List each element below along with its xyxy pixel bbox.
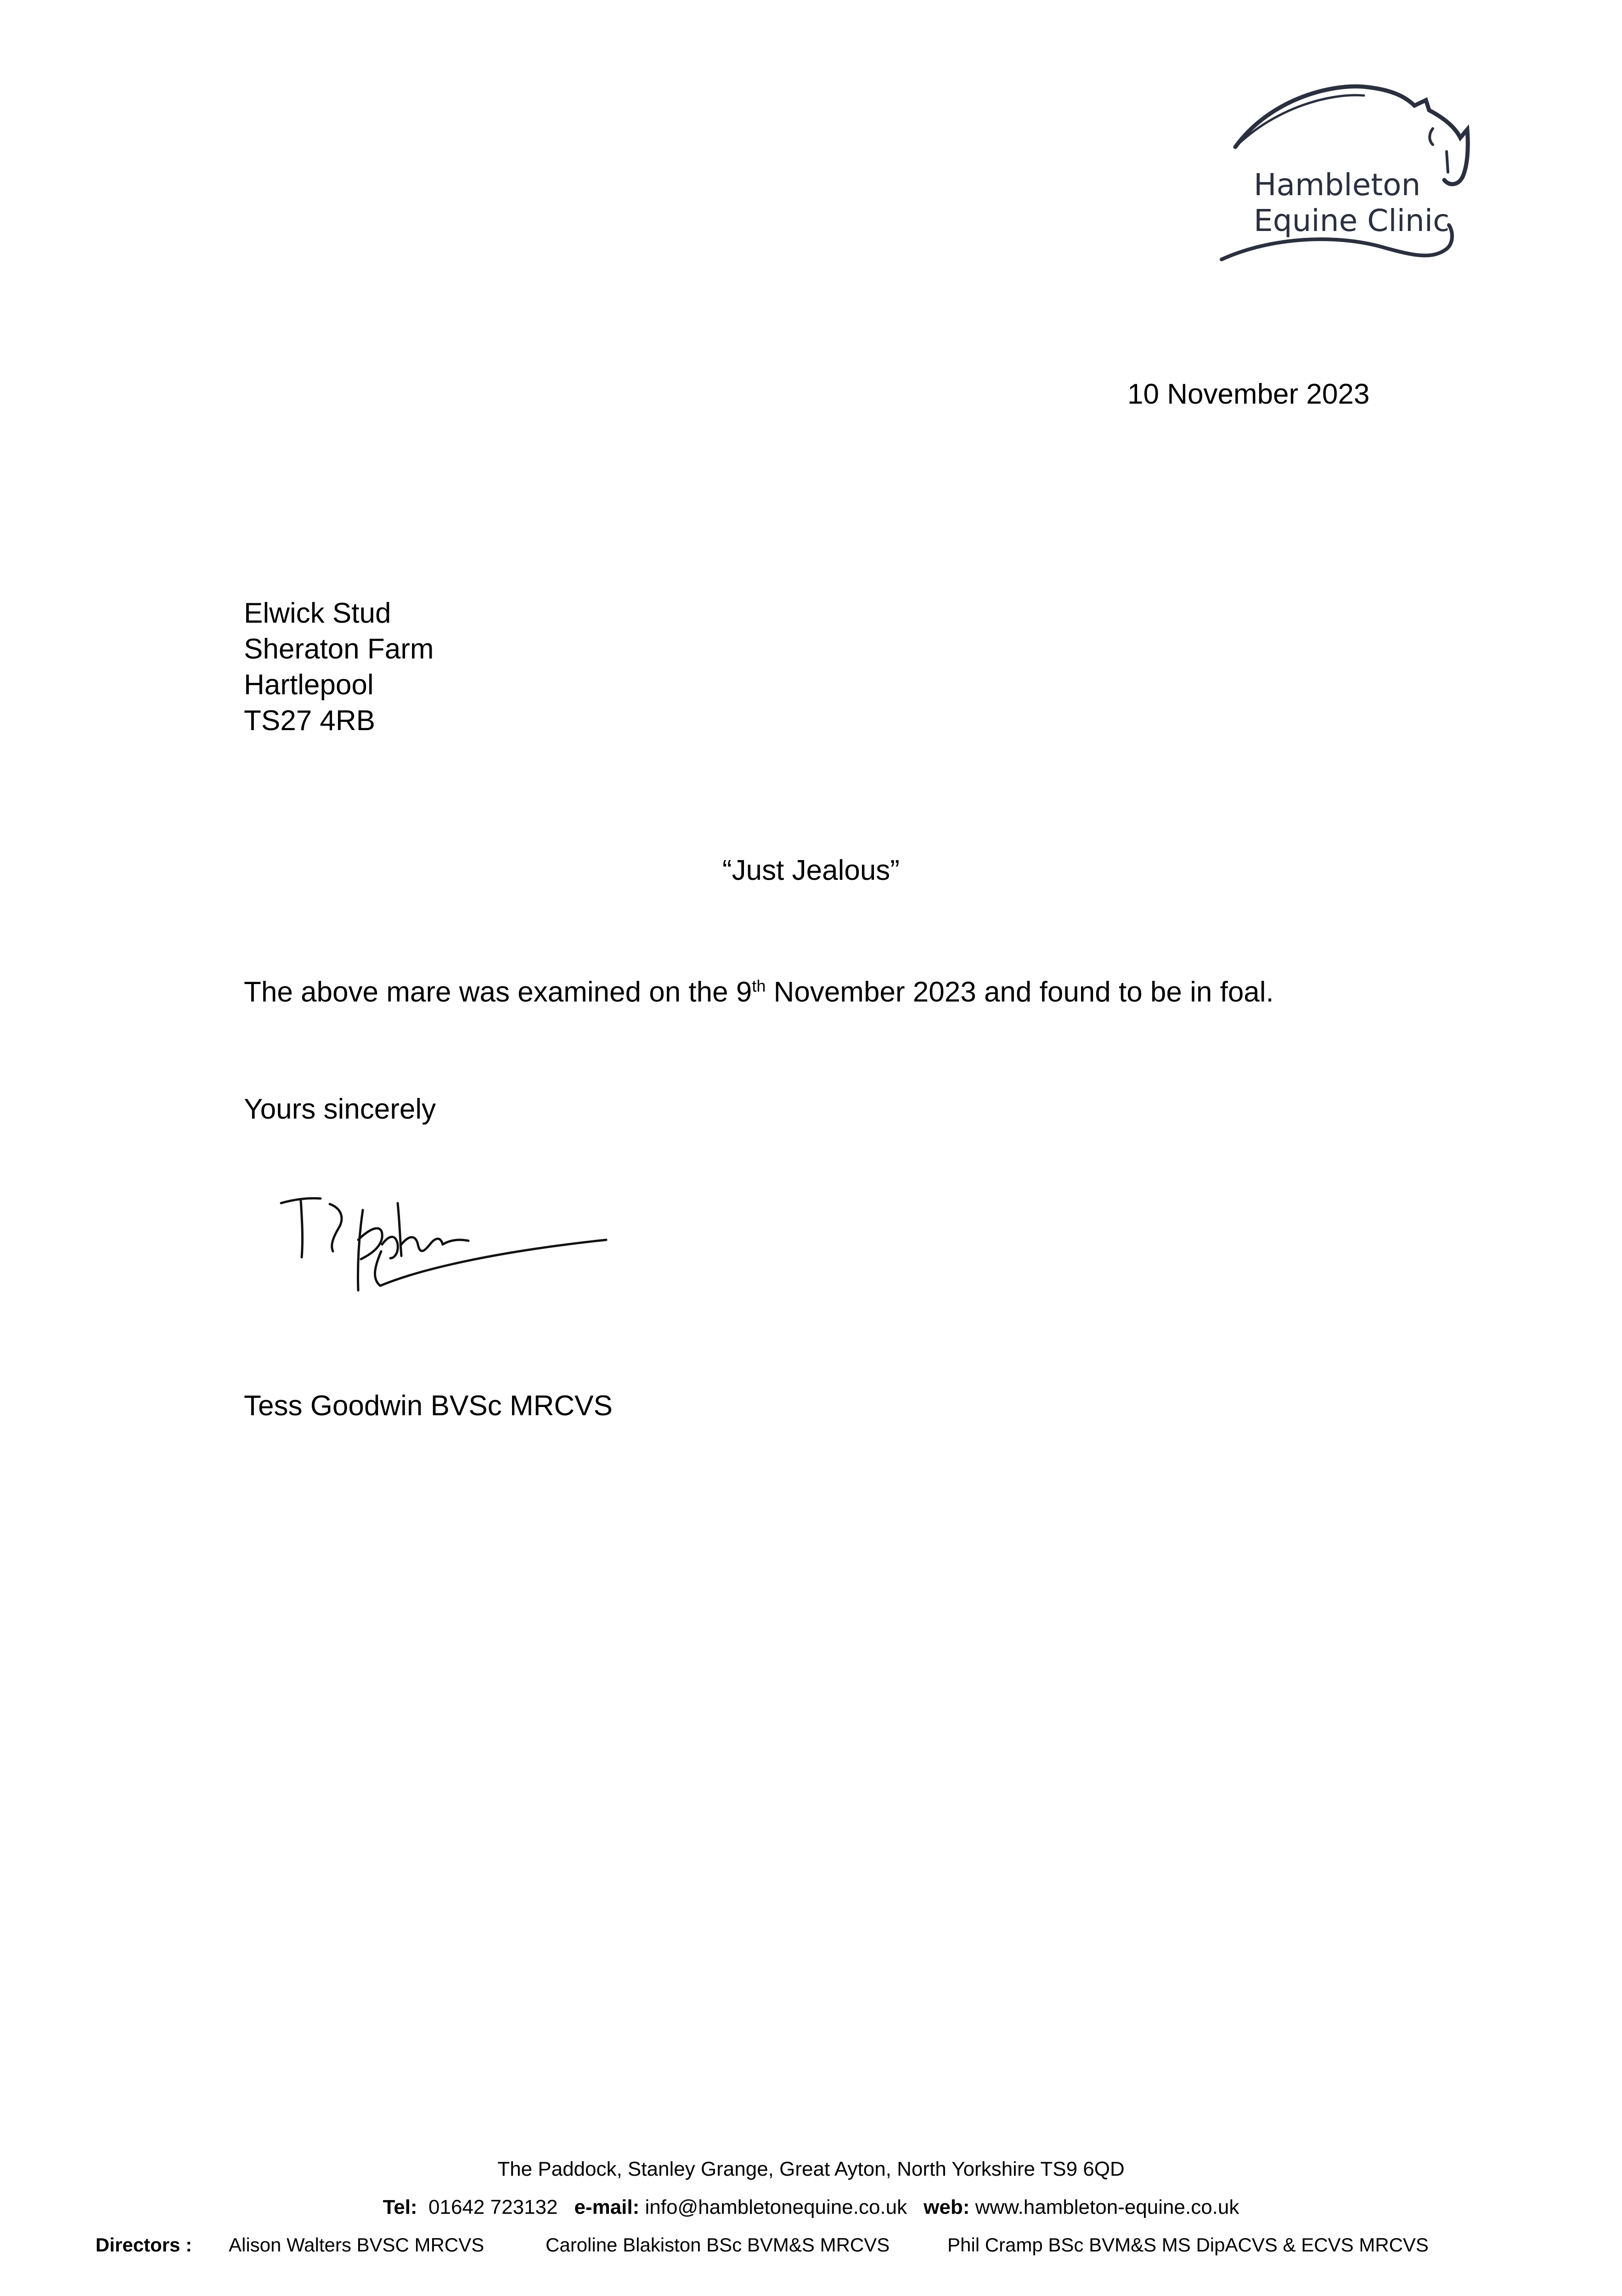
tel-number: 01642 723132	[428, 2196, 558, 2218]
ordinal-suffix: th	[752, 976, 766, 996]
web-label: web:	[924, 2196, 970, 2218]
email-address: info@hambletonequine.co.uk	[645, 2196, 907, 2218]
address-line: TS27 4RB	[244, 705, 376, 737]
tel-label: Tel:	[383, 2196, 417, 2218]
director-name: Caroline Blakiston BSc BVM&S MRCVS	[546, 2234, 890, 2256]
handwritten-signature	[276, 1176, 625, 1313]
closing-salutation: Yours sincerely	[244, 1093, 436, 1125]
footer-contact	[0, 2197, 1622, 2217]
address-line: Hartlepool	[244, 669, 374, 701]
logo-line-1: Hambleton	[1254, 167, 1421, 203]
footer-address: The Paddock, Stanley Grange, Great Ayton, North Yorkshire TS9 6QD	[497, 2158, 1125, 2180]
directors-label: Directors :	[96, 2234, 192, 2256]
address-line: Sheraton Farm	[244, 633, 434, 665]
recipient-address	[244, 596, 434, 739]
body-text-start: The above mare was examined on the 9	[244, 976, 752, 1008]
web-address: www.hambleton-equine.co.uk	[975, 2196, 1239, 2218]
clinic-logo	[1217, 78, 1502, 276]
body-text-end: November 2023 and found to be in foal.	[766, 976, 1274, 1008]
director-name: Phil Cramp BSc BVM&S MS DipACVS & ECVS MRCVS	[947, 2234, 1429, 2256]
email-label: e-mail:	[574, 2196, 640, 2218]
address-line: Elwick Stud	[244, 597, 391, 629]
subject-line: “Just Jealous”	[722, 855, 900, 886]
logo-line-2: Equine Clinic	[1254, 203, 1450, 238]
signatory-name: Tess Goodwin BVSc MRCVS	[244, 1390, 613, 1422]
letter-date: 10 November 2023	[1127, 378, 1370, 410]
director-name: Alison Walters BVSC MRCVS	[229, 2234, 484, 2256]
body-paragraph	[244, 975, 1274, 1009]
